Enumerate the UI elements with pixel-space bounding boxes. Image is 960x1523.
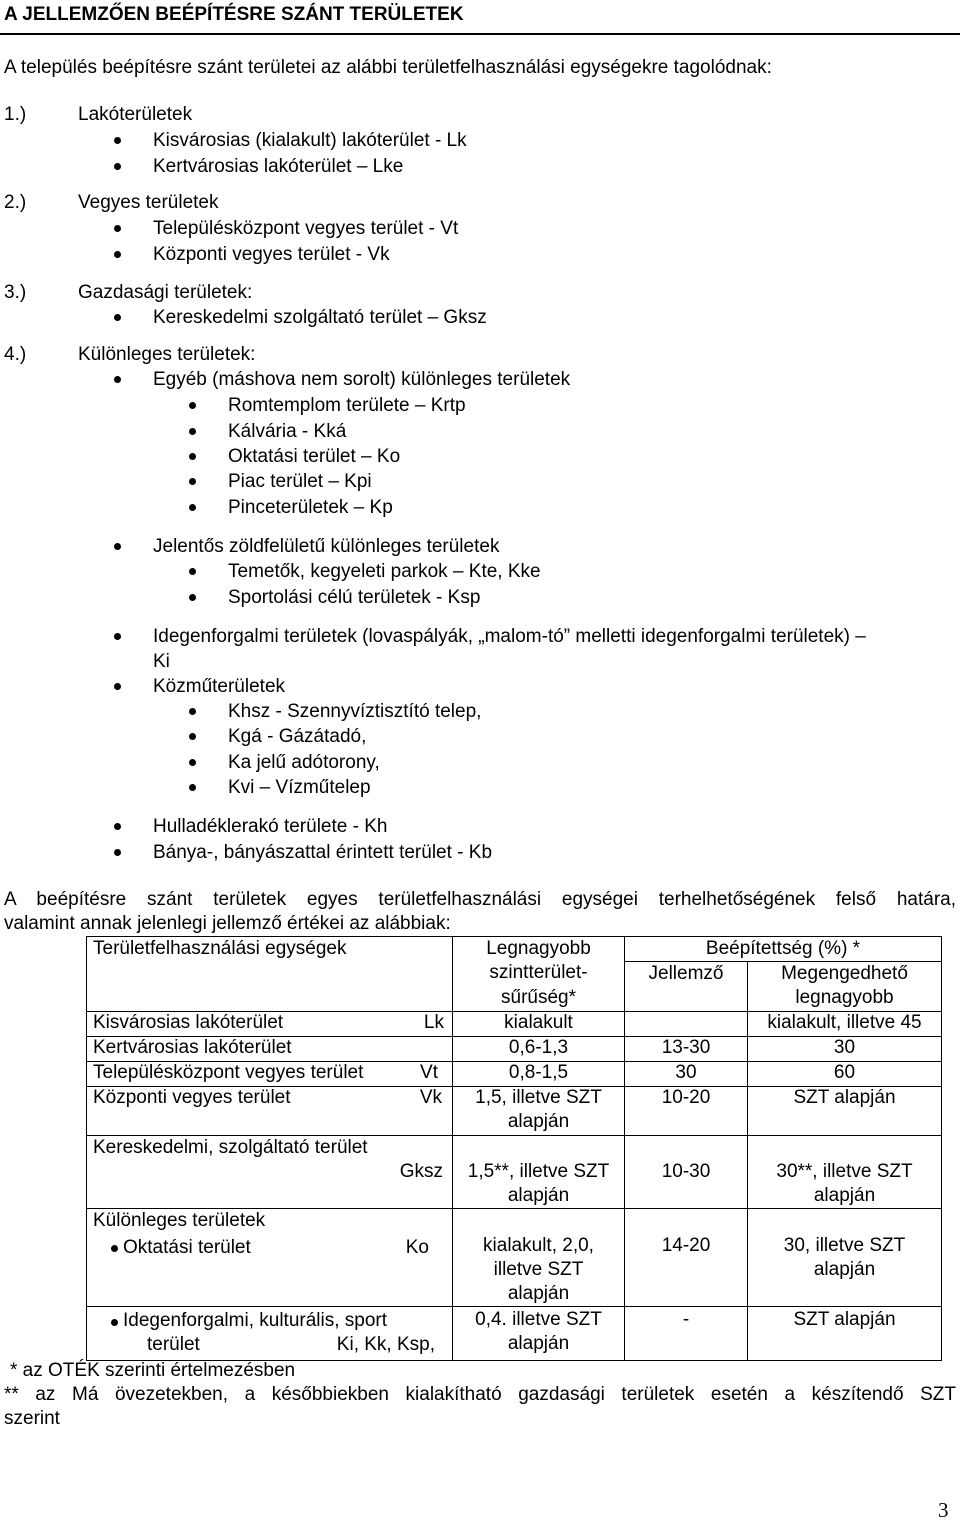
footnote: ** az Má övezetekben, a későbbiekben kialakítható gazdasági területek esetén a készítendő SZT — [4, 1384, 956, 1405]
table-cell-max: alapján — [813, 1185, 876, 1206]
bullet-icon — [189, 402, 196, 409]
limits-table — [86, 936, 942, 1361]
sub-list-item: Temetők, kegyeleti parkok – Kte, Kke — [228, 561, 541, 582]
list-item: Idegenforgalmi területek (lovaspályák, „malom-tó” melletti idegenforgalmi területek) – — [153, 626, 866, 647]
bullet-icon — [114, 633, 121, 640]
bullet-icon — [189, 784, 196, 791]
paragraph-line: A beépítésre szánt területek egyes területfelhasználási egységei terhelhetőségének felső határa, — [4, 889, 956, 910]
section-number: 3.) — [4, 282, 27, 303]
table-header-density: sűrűség* — [501, 987, 576, 1008]
table-cell-name: Településközpont vegyes terület — [93, 1062, 364, 1083]
bullet-icon — [189, 453, 196, 460]
table-cell-code: Vk — [419, 1087, 442, 1108]
bullet-icon — [114, 376, 121, 383]
list-item: Jelentős zöldfelületű különleges területek — [153, 536, 500, 557]
sub-list-item: Romtemplom területe – Krtp — [228, 395, 466, 416]
table-cell-density: 0,8-1,5 — [508, 1062, 569, 1083]
table-header-coverage: Beépítettség (%) * — [705, 938, 861, 959]
list-item: Központi vegyes terület - Vk — [153, 244, 390, 265]
page-title: A JELLEMZŐEN BEÉPÍTÉSRE SZÁNT TERÜLETEK — [4, 4, 464, 25]
bullet-icon — [189, 759, 196, 766]
sub-list-item: Kálvária - Kká — [228, 421, 347, 442]
table-cell-typical: 14-20 — [661, 1235, 711, 1256]
bullet-icon — [114, 683, 121, 690]
list-item: Kisvárosias (kialakult) lakóterület - Lk — [153, 130, 467, 151]
bullet-icon — [189, 478, 196, 485]
bullet-icon — [114, 543, 121, 550]
sub-list-item: Kvi – Vízműtelep — [228, 777, 371, 798]
sub-list-item: Pinceterületek – Kp — [228, 497, 393, 518]
table-cell-code: Ko — [405, 1237, 429, 1258]
sub-list-item: Khsz - Szennyvíztisztító telep, — [228, 701, 482, 722]
table-cell-max: kialakult, illetve 45 — [767, 1012, 922, 1033]
sub-list-item: Ka jelű adótorony, — [228, 752, 380, 773]
bullet-icon — [114, 823, 121, 830]
table-cell-typical: 10-20 — [661, 1087, 711, 1108]
footnote: szerint — [4, 1408, 60, 1429]
table-cell-typical: 10-30 — [661, 1161, 711, 1182]
table-cell-density: alapján — [507, 1111, 570, 1132]
section-number: 1.) — [4, 104, 27, 125]
table-cell-density: 0,4. illetve SZT — [475, 1309, 602, 1330]
bullet-icon — [189, 428, 196, 435]
table-cell-max: 30**, illetve SZT — [776, 1161, 913, 1182]
bullet-icon — [114, 314, 121, 321]
bullet-icon — [189, 594, 196, 601]
table-cell-name: Különleges területek — [93, 1210, 266, 1231]
table-header-max: legnagyobb — [795, 987, 894, 1008]
table-cell-max: SZT alapján — [793, 1087, 896, 1108]
table-cell-density: 1,5, illetve SZT — [475, 1087, 602, 1108]
sub-list-item: Piac terület – Kpi — [228, 471, 372, 492]
footnote: * az OTÉK szerinti értelmezésben — [10, 1360, 296, 1381]
table-cell-name: terület — [147, 1334, 200, 1355]
table-header-density: Legnagyobb — [486, 938, 591, 959]
list-item: Kertvárosias lakóterület – Lke — [153, 156, 404, 177]
bullet-icon — [189, 568, 196, 575]
section-label: Különleges területek: — [78, 344, 256, 365]
paragraph-line: valamint annak jelenlegi jellemző értékei az alábbiak: — [4, 913, 451, 934]
table-cell-density: kialakult, 2,0, — [483, 1235, 594, 1256]
table-cell-name: Kereskedelmi, szolgáltató terület — [93, 1137, 368, 1158]
bullet-icon — [114, 163, 121, 170]
table-cell-typical: 13-30 — [661, 1037, 711, 1058]
bullet-icon — [189, 708, 196, 715]
table-cell-typical: - — [682, 1309, 690, 1330]
bullet-icon — [114, 849, 121, 856]
section-number: 4.) — [4, 344, 27, 365]
table-cell-name: Idegenforgalmi, kulturális, sport — [123, 1310, 388, 1331]
table-cell-density: illetve SZT — [493, 1259, 584, 1280]
table-cell-name: Központi vegyes terület — [93, 1087, 291, 1108]
bullet-icon — [114, 225, 121, 232]
table-cell-density: alapján — [507, 1185, 570, 1206]
list-item: Közműterületek — [153, 676, 286, 697]
table-cell-code: Ki, Kk, Ksp, — [336, 1334, 435, 1355]
table-cell-density: 0,6-1,3 — [508, 1037, 569, 1058]
bullet-icon — [114, 137, 121, 144]
table-cell-code: Gksz — [399, 1161, 443, 1182]
intro-text: A település beépítésre szánt területei az alábbi területfelhasználási egységekre tagolódnak: — [4, 57, 772, 78]
list-item-continuation: Ki — [153, 651, 170, 672]
table-cell-density: kialakult — [504, 1012, 573, 1033]
bullet-icon — [111, 1319, 118, 1326]
list-item: Kereskedelmi szolgáltató terület – Gksz — [153, 307, 487, 328]
section-label: Gazdasági területek: — [78, 282, 253, 303]
list-item: Bánya-, bányászattal érintett terület - Kb — [153, 842, 493, 863]
table-cell-max: SZT alapján — [793, 1309, 896, 1330]
sub-list-item: Oktatási terület – Ko — [228, 446, 401, 467]
page-number: 3 — [938, 1498, 949, 1522]
sub-list-item: Kgá - Gázátadó, — [228, 726, 367, 747]
bullet-icon — [189, 733, 196, 740]
table-cell-max: 30 — [833, 1037, 856, 1058]
table-cell-max: 60 — [833, 1062, 856, 1083]
table-cell-max: alapján — [813, 1259, 876, 1280]
table-cell-density: alapján — [507, 1283, 570, 1304]
bullet-icon — [114, 251, 121, 258]
table-cell-code: Lk — [423, 1012, 444, 1033]
list-item: Hulladéklerakó területe - Kh — [153, 816, 388, 837]
table-header-density: szintterület- — [489, 962, 588, 983]
bullet-icon — [111, 1245, 118, 1252]
table-cell-name: Kisvárosias lakóterület — [93, 1012, 284, 1033]
table-header-max: Megengedhető — [781, 963, 908, 984]
title-rule — [0, 33, 960, 35]
sub-list-item: Sportolási célú területek - Ksp — [228, 587, 481, 608]
section-label: Vegyes területek — [78, 192, 219, 213]
table-header-units: Területfelhasználási egységek — [93, 938, 347, 959]
table-cell-max: 30, illetve SZT — [783, 1235, 906, 1256]
table-cell-density: alapján — [507, 1333, 570, 1354]
section-number: 2.) — [4, 192, 27, 213]
bullet-icon — [189, 504, 196, 511]
table-cell-density: 1,5**, illetve SZT — [467, 1161, 610, 1182]
table-cell-typical: 30 — [675, 1062, 697, 1083]
table-cell-name: Kertvárosias lakóterület — [93, 1037, 292, 1058]
table-header-typical: Jellemző — [648, 963, 724, 984]
list-item: Településközpont vegyes terület - Vt — [153, 218, 459, 239]
section-label: Lakóterületek — [78, 104, 193, 125]
table-cell-code: Vt — [420, 1062, 438, 1083]
list-item: Egyéb (máshova nem sorolt) különleges területek — [153, 369, 571, 390]
table-cell-name: Oktatási terület — [123, 1237, 251, 1258]
